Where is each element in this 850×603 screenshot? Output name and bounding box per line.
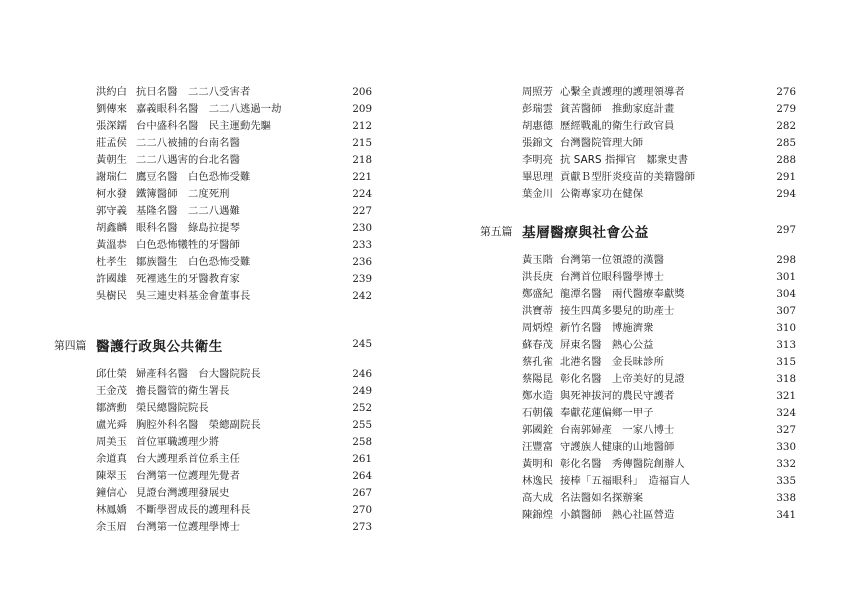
person-name: 余玉眉 [96, 521, 127, 533]
page-number: 221 [352, 171, 372, 183]
page-number: 270 [352, 504, 372, 516]
person-name: 莊孟侯 [96, 137, 127, 149]
entry-description: 與死神拔河的農民守護者 [560, 390, 675, 402]
toc-entry [480, 118, 796, 135]
entry-description: 基隆名醫 二二八遇難 [136, 205, 240, 217]
section-heading-5 [480, 212, 796, 252]
page-number: 224 [352, 188, 372, 200]
toc-entry [480, 456, 796, 473]
person-name: 李明亮 [522, 154, 553, 166]
page-number: 291 [776, 171, 796, 183]
page-number: 261 [352, 453, 372, 465]
toc-entry [54, 135, 372, 152]
entry-description: 台灣第一位護理學博士 [136, 521, 240, 533]
toc-entry [480, 473, 796, 490]
person-name: 張錦文 [522, 137, 553, 149]
person-name: 黃玉階 [522, 254, 553, 266]
toc-entry [54, 434, 372, 451]
page-number: 230 [352, 222, 372, 234]
entry-description: 新竹名醫 博施濟衆 [560, 322, 654, 334]
toc-group-right-b [480, 252, 796, 524]
toc-entry [54, 468, 372, 485]
entry-description: 歷經戰亂的衛生行政官員 [560, 120, 675, 132]
entry-description: 台大護理系首位系主任 [136, 453, 240, 465]
toc-entry [54, 237, 372, 254]
entry-description: 台灣第一位領證的漢醫 [560, 254, 664, 266]
entry-description: 鷹豆名醫 白色恐怖受難 [136, 171, 251, 183]
toc-entry [480, 405, 796, 422]
section-title: 基層醫療與社會公益 [522, 225, 649, 241]
person-name: 胡鑫麟 [96, 222, 127, 234]
person-name: 余道真 [96, 453, 127, 465]
toc-entry [480, 320, 796, 337]
page-number: 327 [776, 424, 796, 436]
entry-description: 接生四萬多嬰兒的助產士 [560, 305, 675, 317]
person-name: 陳翠玉 [96, 470, 127, 482]
entry-description: 榮民總醫院院長 [136, 402, 209, 414]
page-number: 246 [352, 368, 372, 380]
person-name: 畢思理 [522, 171, 553, 183]
page-number: 321 [776, 390, 796, 402]
page-number: 301 [776, 271, 796, 283]
toc-entry [54, 169, 372, 186]
person-name: 郭國銓 [522, 424, 553, 436]
entry-description: 接棒「五福眼科」 造福盲人 [560, 475, 691, 487]
page-number: 310 [776, 322, 796, 334]
toc-entry [54, 271, 372, 288]
person-name: 周美玉 [96, 436, 127, 448]
toc-entry [54, 220, 372, 237]
page-number: 341 [776, 509, 796, 521]
person-name: 石朝儀 [522, 407, 553, 419]
page-number: 288 [776, 154, 796, 166]
entry-description: 台中盛科名醫 民主運動先驅 [136, 120, 272, 132]
person-name: 周炳煌 [522, 322, 553, 334]
toc-left-column [54, 84, 372, 536]
page-number: 206 [352, 86, 372, 98]
toc-entry [54, 451, 372, 468]
entry-description: 台南郭婦產 一家八博士 [560, 424, 675, 436]
entry-description: 貢獻Ｂ型肝炎疫苗的美籍醫師 [560, 171, 696, 183]
entry-description: 二二八遇害的台北名醫 [136, 154, 240, 166]
entry-description: 台灣第一位護理先覺者 [136, 470, 240, 482]
toc-entry [480, 84, 796, 101]
page-number: 267 [352, 487, 372, 499]
page-number: 315 [776, 356, 796, 368]
toc-entry [54, 186, 372, 203]
entry-description: 公衛專家功在健保 [560, 188, 644, 200]
toc-entry [54, 400, 372, 417]
entry-description: 龍潭名醫 兩代醫療奉獻獎 [560, 288, 685, 300]
toc-entry [54, 118, 372, 135]
entry-description: 屏東名醫 熱心公益 [560, 339, 654, 351]
person-name: 黃明和 [522, 458, 553, 470]
section-title: 醫護行政與公共衛生 [96, 339, 223, 355]
person-name: 邱仕榮 [96, 368, 127, 380]
toc-entry [480, 286, 796, 303]
person-name: 黃朝生 [96, 154, 127, 166]
toc-entry [480, 269, 796, 286]
toc-entry [480, 354, 796, 371]
entry-description: 名法醫如名探辦案 [560, 492, 644, 504]
person-name: 蔡陽昆 [522, 373, 553, 385]
person-name: 林逸民 [522, 475, 553, 487]
entry-description: 吳三連史料基金會董事長 [136, 290, 251, 302]
page-number: 218 [352, 154, 372, 166]
page-number: 252 [352, 402, 372, 414]
page-number: 318 [776, 373, 796, 385]
person-name: 王金茂 [96, 385, 127, 397]
person-name: 張深鑐 [96, 120, 127, 132]
entry-description: 貧苦醫師 推動家庭計畫 [560, 103, 675, 115]
page-number: 212 [352, 120, 372, 132]
toc-entry [54, 485, 372, 502]
entry-description: 眼科名醫 綠島拉提琴 [136, 222, 240, 234]
page-number: 304 [776, 288, 796, 300]
person-name: 洪寶蒂 [522, 305, 553, 317]
toc-group-left-a [54, 84, 372, 305]
page-number: 273 [352, 521, 372, 533]
entry-description: 婦產科名醫 台大醫院院長 [136, 368, 261, 380]
toc-entry [54, 366, 372, 383]
section-label: 第四篇 [54, 339, 87, 352]
toc-entry [54, 101, 372, 118]
page-number: 227 [352, 205, 372, 217]
page-number: 215 [352, 137, 372, 149]
person-name: 郭守義 [96, 205, 127, 217]
page-number: 249 [352, 385, 372, 397]
entry-description: 北港名醫 金長昧診所 [560, 356, 664, 368]
entry-description: 鐵簿醫師 二度死刑 [136, 188, 230, 200]
entry-description: 奉獻花蓮偏鄉一甲子 [560, 407, 654, 419]
page-number: 285 [776, 137, 796, 149]
toc-entry [480, 507, 796, 524]
person-name: 汪豐富 [522, 441, 553, 453]
entry-description: 胸腔外科名醫 榮總副院長 [136, 419, 261, 431]
person-name: 彭瑞雲 [522, 103, 553, 115]
person-name: 葉金川 [522, 188, 553, 200]
page-number: 338 [776, 492, 796, 504]
person-name: 劉傳來 [96, 103, 127, 115]
toc-entry [54, 84, 372, 101]
entry-description: 彰化名醫 秀傳醫院創辦人 [560, 458, 685, 470]
person-name: 胡惠德 [522, 120, 553, 132]
person-name: 杜孝生 [96, 256, 127, 268]
toc-entry [54, 288, 372, 305]
person-name: 周照芳 [522, 86, 553, 98]
page-number: 258 [352, 436, 372, 448]
page-number: 335 [776, 475, 796, 487]
page-number: 313 [776, 339, 796, 351]
section-page-number: 245 [352, 338, 372, 350]
person-name: 盧光舜 [96, 419, 127, 431]
person-name: 高大成 [522, 492, 553, 504]
entry-description: 白色恐怖犧牲的牙醫師 [136, 239, 240, 251]
page-number: 264 [352, 470, 372, 482]
entry-description: 死裡逃生的牙醫教育家 [136, 273, 240, 285]
person-name: 陳錦煌 [522, 509, 553, 521]
toc-entry [54, 502, 372, 519]
person-name: 鐘信心 [96, 487, 127, 499]
page-number: 294 [776, 188, 796, 200]
page-number: 332 [776, 458, 796, 470]
page-number: 279 [776, 103, 796, 115]
toc-entry [54, 383, 372, 400]
toc-group-right-a [480, 84, 796, 203]
toc-right-column [480, 84, 796, 524]
page-number: 307 [776, 305, 796, 317]
section-heading-4 [54, 326, 372, 366]
toc-entry [480, 439, 796, 456]
toc-entry [480, 490, 796, 507]
section-label: 第五篇 [480, 225, 513, 238]
page-number: 330 [776, 441, 796, 453]
entry-description: 鄒族醫生 白色恐怖受難 [136, 256, 251, 268]
entry-description: 彰化名醫 上帝美好的見證 [560, 373, 685, 385]
person-name: 林鳳嬌 [96, 504, 127, 516]
page-number: 255 [352, 419, 372, 431]
section-page-number: 297 [776, 224, 796, 236]
person-name: 鄭水造 [522, 390, 553, 402]
entry-description: 小鎮醫師 熱心社區營造 [560, 509, 675, 521]
toc-entry [480, 388, 796, 405]
entry-description: 守護族人健康的山地醫師 [560, 441, 675, 453]
person-name: 謝瑞仁 [96, 171, 127, 183]
person-name: 鄭盛紀 [522, 288, 553, 300]
entry-description: 嘉義眼科名醫 二二八逃過一劫 [136, 103, 282, 115]
toc-group-left-b [54, 366, 372, 536]
toc-entry [480, 152, 796, 169]
toc-entry [480, 371, 796, 388]
entry-description: 不斷學習成長的護理科長 [136, 504, 251, 516]
entry-description: 心繫全責護理的護理領導者 [560, 86, 685, 98]
toc-entry [54, 254, 372, 271]
toc-entry [54, 417, 372, 434]
entry-description: 首位軍職護理少將 [136, 436, 220, 448]
entry-description: 抗日名醫 二二八受害者 [136, 86, 251, 98]
toc-entry [480, 169, 796, 186]
page-number: 233 [352, 239, 372, 251]
toc-entry [54, 152, 372, 169]
page-number: 236 [352, 256, 372, 268]
toc-entry [480, 135, 796, 152]
page-number: 324 [776, 407, 796, 419]
person-name: 蔡孔雀 [522, 356, 553, 368]
toc-entry [54, 519, 372, 536]
person-name: 洪長庚 [522, 271, 553, 283]
toc-entry [480, 337, 796, 354]
entry-description: 二二八被捕的台南名醫 [136, 137, 240, 149]
entry-description: 台灣醫院管理大師 [560, 137, 644, 149]
entry-description: 台灣首位眼科醫學博士 [560, 271, 664, 283]
person-name: 洪約白 [96, 86, 127, 98]
page-number: 276 [776, 86, 796, 98]
person-name: 蘇春茂 [522, 339, 553, 351]
toc-entry [480, 422, 796, 439]
entry-description: 見證台灣護理發展史 [136, 487, 230, 499]
page-number: 209 [352, 103, 372, 115]
toc-entry [54, 203, 372, 220]
toc-entry [480, 303, 796, 320]
page-number: 242 [352, 290, 372, 302]
entry-description: 擔長醫管的衛生署長 [136, 385, 230, 397]
toc-entry [480, 101, 796, 118]
person-name: 黃溫恭 [96, 239, 127, 251]
toc-entry [480, 252, 796, 269]
page-number: 239 [352, 273, 372, 285]
page-number: 298 [776, 254, 796, 266]
page-number: 282 [776, 120, 796, 132]
person-name: 許國雄 [96, 273, 127, 285]
person-name: 柯水發 [96, 188, 127, 200]
person-name: 鄒濟勳 [96, 402, 127, 414]
entry-description: 抗 SARS 指揮官 鄒衆史書 [560, 154, 689, 166]
person-name: 吳樹民 [96, 290, 127, 302]
toc-entry [480, 186, 796, 203]
